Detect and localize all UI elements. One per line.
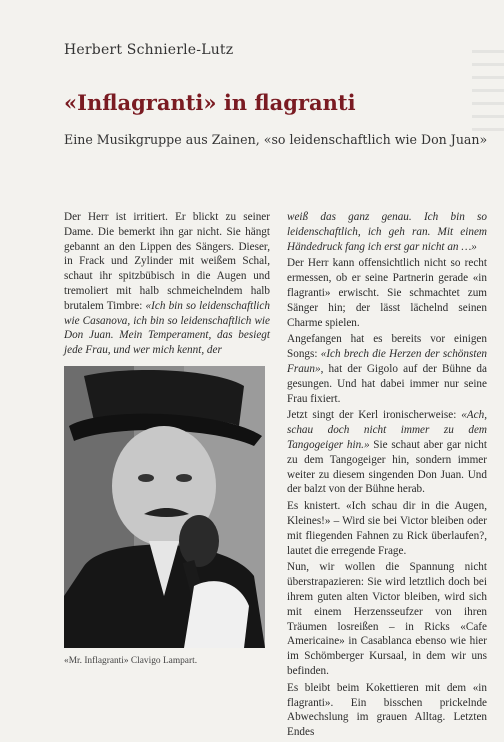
paragraph-text: Sie schaut aber gar nicht zu dem Tangogeiger hin, sondern immer weiter zu diesem singenden Don Juan. Und der balzt von der Bühne herab. <box>287 438 488 496</box>
right-column <box>287 210 487 742</box>
bleed-through-lines <box>466 40 504 200</box>
author-name: Herbert Schnierle-Lutz <box>64 42 234 58</box>
singer-photo <box>64 366 265 648</box>
paragraph: Es knistert. «Ich schau dir in die Augen, Kleines!» – Wird sie bei Victor bleiben oder mit fliegenden Fahnen zu Rick überlaufen?, lautet die erregende Frage. <box>287 500 487 557</box>
left-column <box>64 210 270 360</box>
paragraph <box>64 210 270 358</box>
paragraph-text: Jetzt singt der Kerl ironischerweise: <box>287 409 462 422</box>
paragraph <box>287 210 487 254</box>
paragraph-text: Der Herr ist irritiert. Er blickt zu seiner Dame. Die bemerkt ihn gar nicht. Sie hängt gebannt an den Lippen des Sängers. Dieser, in Frack und Zylinder mit weißem Schal, schaut ihr spitzbübisch in die Augen und tremoliert mit halb schmeichelndem halb brutalem Timbre: <box>64 211 270 312</box>
paragraph: Es bleibt beim Kokettieren mit dem «in flagranti». Ein bisschen prickelnde Abwechslung im grauen Alltag. Letzten Endes <box>287 681 487 739</box>
paragraph-text: Angefangen hat es bereits vor einigen Songs: <box>287 333 487 361</box>
lyric-quote: «Ich brech die Herzen der schönsten Fraun» <box>287 348 487 375</box>
paragraph-text: , hat der Gigolo auf der Bühne da gesungen. Und hat dabei immer nur seine Frau fixiert. <box>287 362 487 405</box>
article-title: «Inflagranti» in flagranti <box>64 90 356 115</box>
paragraph <box>287 332 487 406</box>
lyric-quote: «Ich bin so leidenschaftlich wie Casanova, ich bin so leidenschaftlich wie Don Juan. Mein Temperament, das besiegt jede Frau, und wer mich kennt, der <box>64 299 270 357</box>
lyric-quote: weiß das ganz genau. Ich bin so leidenschaftlich, ich geh ran. Mit einem Händedruck fang ich erst gar nicht an …» <box>287 211 487 253</box>
lyric-quote: «Ach, schau doch nicht immer zu dem Tangogeiger hin.» <box>287 409 487 451</box>
paragraph: Nun, wir wollen die Spannung nicht überstrapazieren: Sie wird letztlich doch bei ihrem guten alten Victor bleiben, wird sich mit einem Herzensseufzer von ihren Träumen losreißen – in Ricks «Cafe Americaine» in Casablanca ebenso wie hier im Schömberger Kursaal, in dem wir uns befinden. <box>287 561 487 677</box>
paragraph: Der Herr kann offensichtlich nicht so recht ermessen, ob er seine Partnerin gerade «in flagranti» erwischt. Sie schmachtet zum Sänger hin; der lässt lächelnd seinen Charme spielen. <box>287 257 487 329</box>
article-subtitle: Eine Musikgruppe aus Zainen, «so leidenschaftlich wie Don Juan» <box>64 132 488 147</box>
paragraph <box>287 408 487 497</box>
photo-caption: «Mr. Inflagranti» Clavigo Lampart. <box>64 656 198 666</box>
